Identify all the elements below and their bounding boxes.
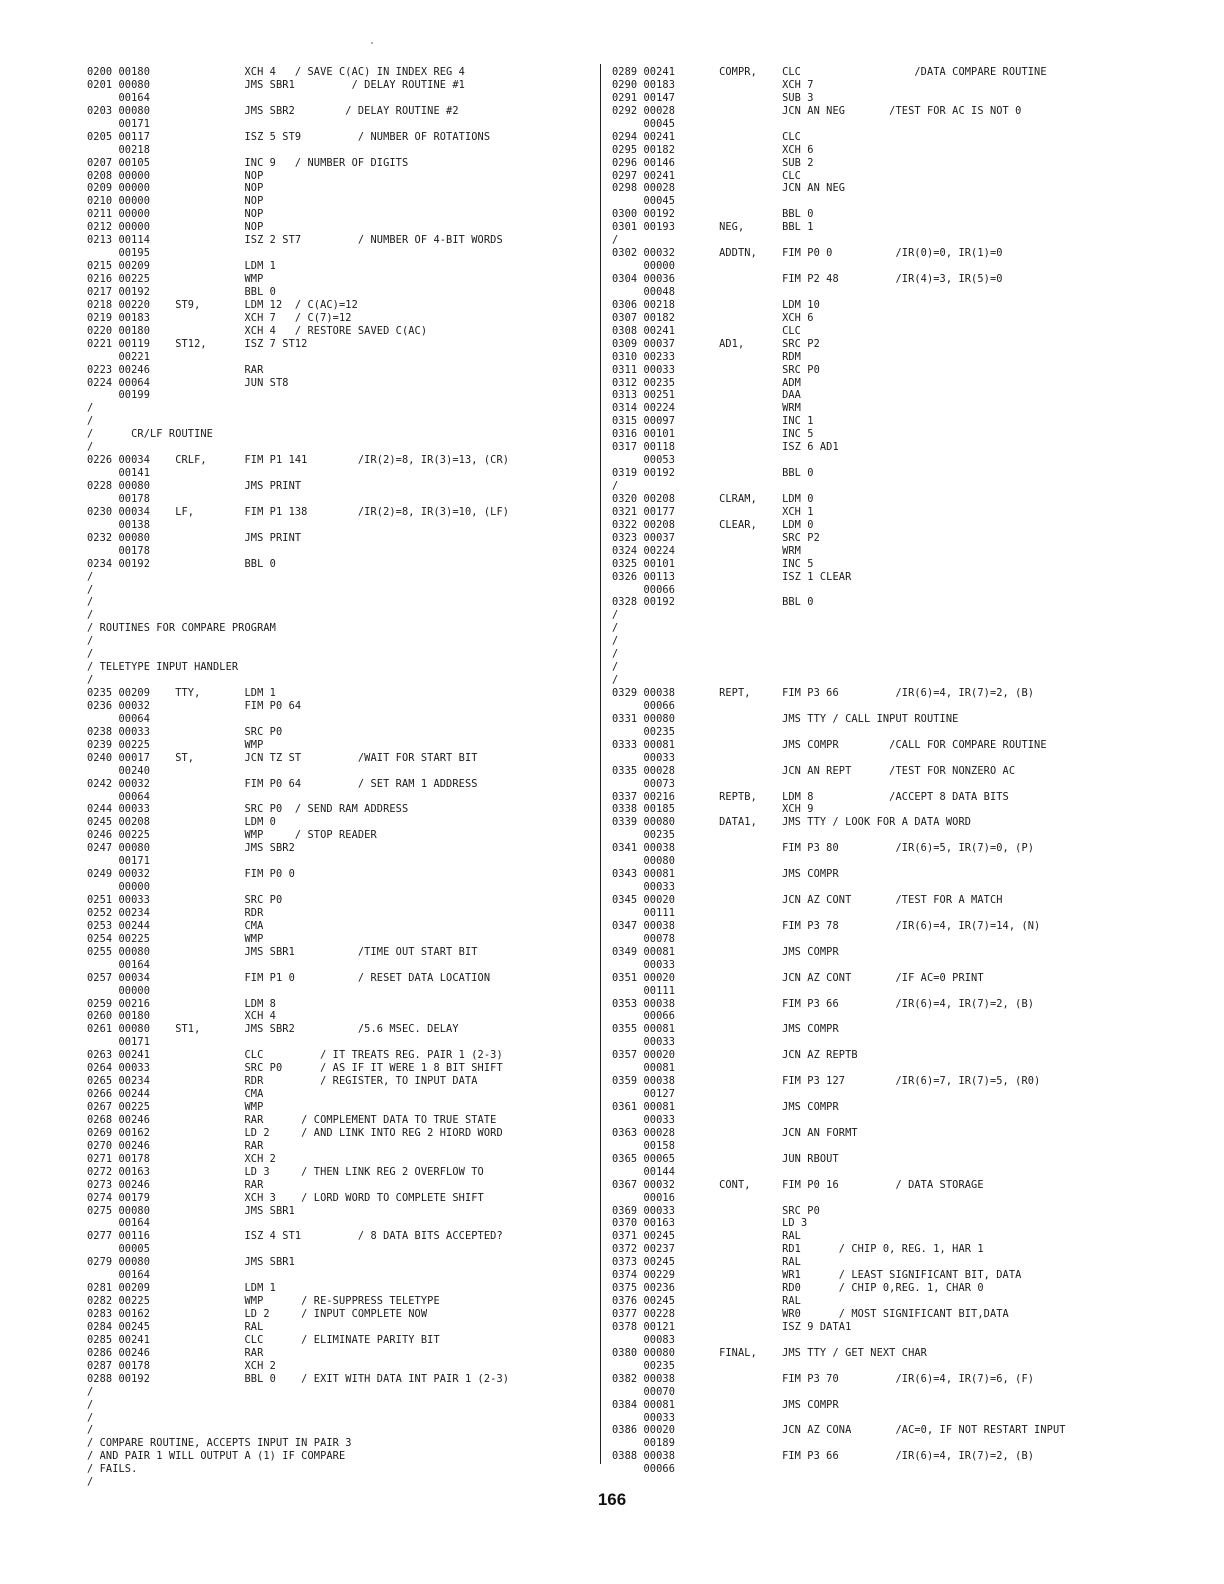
code-line: 0257 00034 FIM P1 0 / RESET DATA LOCATION: [87, 971, 491, 984]
code-line: 0333 00081 JMS COMPR /CALL FOR COMPARE ROUTINE: [612, 738, 1047, 751]
code-line: 00000: [87, 881, 150, 894]
code-line: 0321 00177 XCH 1: [612, 505, 814, 518]
code-line: 0265 00234 RDR / REGISTER, TO INPUT DATA: [87, 1075, 478, 1088]
code-line: 0200 00180 XCH 4 / SAVE C(AC) IN INDEX REG 4: [87, 66, 465, 78]
code-line: /: [87, 1398, 94, 1411]
code-line: 0240 00017 ST, JCN TZ ST /WAIT FOR START BIT: [87, 751, 478, 764]
code-line: 0292 00028 JCN AN NEG /TEST FOR AC IS NOT 0: [612, 104, 1022, 117]
code-line: / AND PAIR 1 WILL OUTPUT A (1) IF COMPARE: [87, 1450, 346, 1463]
left-code-listing: [87, 66, 592, 1489]
code-line: 0239 00225 WMP: [87, 738, 264, 751]
code-line: 00048: [612, 285, 675, 298]
code-line: 0259 00216 LDM 8: [87, 997, 276, 1010]
code-line: 0386 00020 JCN AZ CONA /AC=0, IF NOT RESTART INPUT: [612, 1424, 1066, 1437]
code-line: /: [612, 635, 619, 648]
code-line: /: [87, 1385, 94, 1398]
code-line: 00016: [612, 1191, 675, 1204]
code-line: 00073: [612, 777, 675, 790]
code-line: 00199: [87, 389, 150, 402]
code-line: / TELETYPE INPUT HANDLER: [87, 661, 239, 674]
code-line: 0380 00080 FINAL, JMS TTY / GET NEXT CHAR: [612, 1346, 927, 1359]
code-line: 0242 00032 FIM P0 64 / SET RAM 1 ADDRESS: [87, 777, 478, 790]
code-line: 0363 00028 JCN AN FORMT: [612, 1126, 858, 1139]
code-line: 0339 00080 DATA1, JMS TTY / LOOK FOR A DATA WORD: [612, 816, 972, 829]
code-line: 0234 00192 BBL 0: [87, 557, 276, 570]
code-line: 0328 00192 BBL 0: [612, 596, 814, 609]
code-line: 0219 00183 XCH 7 / C(7)=12: [87, 311, 352, 324]
code-line: /: [87, 415, 94, 428]
code-line: 0269 00162 LD 2 / AND LINK INTO REG 2 HIORD WORD: [87, 1126, 503, 1139]
code-line: 0224 00064 JUN ST8: [87, 376, 289, 389]
code-line: 00045: [612, 195, 675, 208]
code-line: 0252 00234 RDR: [87, 906, 264, 919]
code-line: 00000: [612, 260, 675, 273]
code-line: 0309 00037 AD1, SRC P2: [612, 337, 820, 350]
page-number: 166: [597, 1490, 627, 1509]
code-line: 00218: [87, 143, 150, 156]
code-line: 0223 00246 RAR: [87, 363, 264, 376]
right-code-listing: [612, 66, 1172, 1476]
code-line: 0249 00032 FIM P0 0: [87, 868, 295, 881]
code-line: 00111: [612, 906, 675, 919]
code-line: 00083: [612, 1333, 675, 1346]
code-line: 00000: [87, 984, 150, 997]
code-line: /: [87, 1411, 94, 1424]
code-line: 0377 00228 WR0 / MOST SIGNIFICANT BIT,DATA: [612, 1308, 1009, 1320]
code-line: 0322 00208 CLEAR, LDM 0: [612, 518, 814, 531]
code-line: 00053: [612, 454, 675, 467]
code-line: 0370 00163 LD 3: [612, 1217, 808, 1230]
code-line: 0335 00028 JCN AN REPT /TEST FOR NONZERO AC: [612, 764, 1016, 777]
code-line: 0205 00117 ISZ 5 ST9 / NUMBER OF ROTATIONS: [87, 130, 491, 143]
code-line: 0308 00241 CLC: [612, 324, 801, 337]
code-line: 00033: [612, 751, 675, 764]
code-line: /: [87, 402, 94, 415]
code-line: 0319 00192 BBL 0: [612, 467, 814, 480]
code-line: 00171: [87, 117, 150, 130]
code-line: 0288 00192 BBL 0 / EXIT WITH DATA INT PAIR 1 (2-3): [87, 1372, 510, 1385]
code-line: 0235 00209 TTY, LDM 1: [87, 687, 276, 699]
code-line: 0297 00241 CLC: [612, 169, 801, 182]
code-line: 00070: [612, 1385, 675, 1398]
code-line: 0314 00224 WRM: [612, 402, 801, 415]
code-line: 0310 00233 RDM: [612, 350, 801, 363]
code-line: 00240: [87, 764, 150, 777]
code-line: 00141: [87, 467, 150, 480]
code-line: 0221 00119 ST12, ISZ 7 ST12: [87, 337, 308, 350]
code-line: 0323 00037 SRC P2: [612, 531, 820, 544]
code-line: 0261 00080 ST1, JMS SBR2 /5.6 MSEC. DELAY: [87, 1023, 459, 1036]
code-line: 00064: [87, 712, 150, 725]
code-line: 00144: [612, 1165, 675, 1178]
code-line: /: [87, 570, 94, 583]
code-line: 0378 00121 ISZ 9 DATA1: [612, 1320, 852, 1333]
code-line: 0355 00081 JMS COMPR: [612, 1023, 839, 1036]
code-line: 00111: [612, 984, 675, 997]
code-line: 0207 00105 INC 9 / NUMBER OF DIGITS: [87, 156, 409, 169]
code-line: 0369 00033 SRC P0: [612, 1204, 820, 1217]
code-line: 0208 00000 NOP: [87, 169, 264, 182]
code-line: 00081: [612, 1062, 675, 1075]
code-line: / FAILS.: [87, 1463, 138, 1476]
code-line: 0209 00000 NOP: [87, 182, 264, 195]
code-line: 0289 00241 COMPR, CLC /DATA COMPARE ROUTINE: [612, 66, 1047, 78]
code-line: 0263 00241 CLC / IT TREATS REG. PAIR 1 (2-3): [87, 1049, 503, 1062]
code-line: /: [87, 441, 94, 454]
code-line: 0304 00036 FIM P2 48 /IR(4)=3, IR(5)=0: [612, 273, 1003, 285]
code-line: 0232 00080 JMS PRINT: [87, 531, 302, 544]
code-line: 0228 00080 JMS PRINT: [87, 480, 302, 492]
code-line: 0345 00020 JCN AZ CONT /TEST FOR A MATCH: [612, 894, 1003, 906]
code-line: 0290 00183 XCH 7: [612, 78, 814, 91]
code-line: 0201 00080 JMS SBR1 / DELAY ROUTINE #1: [87, 78, 465, 91]
code-line: 00164: [87, 1217, 150, 1230]
code-line: 00127: [612, 1088, 675, 1101]
code-line: 0245 00208 LDM 0: [87, 816, 276, 829]
code-line: 0341 00038 FIM P3 80 /IR(6)=5, IR(7)=0, (P): [612, 842, 1035, 855]
code-line: 0226 00034 CRLF, FIM P1 141 /IR(2)=8, IR(3)=13, (CR): [87, 454, 510, 467]
code-line: 0282 00225 WMP / RE-SUPPRESS TELETYPE: [87, 1295, 440, 1308]
code-line: 0371 00245 RAL: [612, 1230, 801, 1243]
code-line: 0365 00065 JUN RBOUT: [612, 1152, 839, 1165]
code-line: 0351 00020 JCN AZ CONT /IF AC=0 PRINT: [612, 971, 984, 984]
code-line: 0211 00000 NOP: [87, 208, 264, 221]
code-line: 0325 00101 INC 5: [612, 557, 814, 570]
code-line: 0384 00081 JMS COMPR: [612, 1398, 839, 1411]
code-line: 0212 00000 NOP: [87, 221, 264, 234]
code-line: 0286 00246 RAR: [87, 1346, 264, 1359]
scan-speck: [371, 42, 373, 44]
code-line: 0246 00225 WMP / STOP READER: [87, 829, 377, 842]
code-line: /: [87, 648, 94, 661]
code-line: /: [612, 234, 619, 247]
code-line: /: [87, 1476, 94, 1489]
code-line: 00178: [87, 544, 150, 557]
code-line: 0274 00179 XCH 3 / LORD WORD TO COMPLETE SHIFT: [87, 1191, 484, 1204]
code-line: 0300 00192 BBL 0: [612, 208, 814, 221]
code-line: 0279 00080 JMS SBR1: [87, 1256, 295, 1269]
code-line: 0375 00236 RD0 / CHIP 0,REG. 1, CHAR 0: [612, 1282, 984, 1295]
code-line: /: [612, 648, 619, 661]
code-line: 0266 00244 CMA: [87, 1088, 264, 1101]
code-line: 0347 00038 FIM P3 78 /IR(6)=4, IR(7)=14, (N): [612, 919, 1041, 932]
code-line: /: [612, 622, 619, 635]
code-line: 0374 00229 WR1 / LEAST SIGNIFICANT BIT, DATA: [612, 1269, 1022, 1282]
code-line: 00033: [612, 1411, 675, 1424]
code-line: 0367 00032 CONT, FIM P0 16 / DATA STORAGE: [612, 1178, 984, 1191]
code-line: 0253 00244 CMA: [87, 919, 264, 932]
code-line: 0361 00081 JMS COMPR: [612, 1101, 839, 1113]
code-line: 0218 00220 ST9, LDM 12 / C(AC)=12: [87, 298, 358, 311]
code-line: 00235: [612, 829, 675, 842]
code-line: 0277 00116 ISZ 4 ST1 / 8 DATA BITS ACCEPTED?: [87, 1230, 503, 1243]
code-line: 0373 00245 RAL: [612, 1256, 801, 1269]
code-line: 0329 00038 REPT, FIM P3 66 /IR(6)=4, IR(7)=2, (B): [612, 687, 1035, 699]
code-line: 0357 00020 JCN AZ REPTB: [612, 1049, 858, 1062]
code-line: 00066: [612, 1463, 675, 1476]
code-line: / CR/LF ROUTINE: [87, 428, 213, 441]
code-line: 0312 00235 ADM: [612, 376, 801, 389]
code-line: 0271 00178 XCH 2: [87, 1152, 276, 1165]
code-line: 0275 00080 JMS SBR1: [87, 1204, 295, 1217]
code-line: 0324 00224 WRM: [612, 544, 801, 557]
code-line: 00171: [87, 855, 150, 868]
code-line: 0376 00245 RAL: [612, 1295, 801, 1308]
code-line: 0270 00246 RAR: [87, 1139, 264, 1152]
code-line: 0284 00245 RAL: [87, 1320, 264, 1333]
code-line: 00195: [87, 247, 150, 260]
code-line: 00045: [612, 117, 675, 130]
code-line: 00138: [87, 518, 150, 531]
code-line: 0272 00163 LD 3 / THEN LINK REG 2 OVERFLOW TO: [87, 1165, 484, 1178]
code-line: 00066: [612, 699, 675, 712]
code-line: /: [612, 480, 619, 492]
code-line: 00066: [612, 1010, 675, 1023]
code-line: 00080: [612, 855, 675, 868]
code-line: 00235: [612, 1359, 675, 1372]
code-line: 0247 00080 JMS SBR2: [87, 842, 295, 855]
code-line: 0311 00033 SRC P0: [612, 363, 820, 376]
code-line: 0260 00180 XCH 4: [87, 1010, 276, 1023]
code-line: /: [87, 583, 94, 596]
code-line: 00171: [87, 1036, 150, 1049]
code-line: 0302 00032 ADDTN, FIM P0 0 /IR(0)=0, IR(1)=0: [612, 247, 1003, 260]
code-line: 0210 00000 NOP: [87, 195, 264, 208]
code-line: 0251 00033 SRC P0: [87, 894, 283, 906]
code-line: 0268 00246 RAR / COMPLEMENT DATA TO TRUE STATE: [87, 1113, 497, 1126]
code-line: 00158: [612, 1139, 675, 1152]
code-line: 00033: [612, 958, 675, 971]
code-line: 0294 00241 CLC: [612, 130, 801, 143]
code-line: /: [87, 635, 94, 648]
code-line: 0230 00034 LF, FIM P1 138 /IR(2)=8, IR(3)=10, (LF): [87, 505, 510, 518]
code-line: 0236 00032 FIM P0 64: [87, 699, 302, 712]
code-line: 0298 00028 JCN AN NEG: [612, 182, 846, 195]
code-line: 0326 00113 ISZ 1 CLEAR: [612, 570, 852, 583]
code-line: 0320 00208 CLRAM, LDM 0: [612, 492, 814, 505]
code-line: 0255 00080 JMS SBR1 /TIME OUT START BIT: [87, 945, 478, 958]
code-line: 0285 00241 CLC / ELIMINATE PARITY BIT: [87, 1333, 440, 1346]
code-line: 0337 00216 REPTB, LDM 8 /ACCEPT 8 DATA BITS: [612, 790, 1009, 803]
code-line: 0287 00178 XCH 2: [87, 1359, 276, 1372]
code-line: 00005: [87, 1243, 150, 1256]
code-line: 0313 00251 DAA: [612, 389, 801, 402]
code-line: / COMPARE ROUTINE, ACCEPTS INPUT IN PAIR 3: [87, 1437, 352, 1450]
code-line: 00221: [87, 350, 150, 363]
code-line: 00235: [612, 725, 675, 738]
code-line: 0296 00146 SUB 2: [612, 156, 814, 169]
code-line: 00164: [87, 958, 150, 971]
code-line: 0317 00118 ISZ 6 AD1: [612, 441, 839, 454]
code-line: 0315 00097 INC 1: [612, 415, 814, 428]
code-line: 0338 00185 XCH 9: [612, 803, 814, 816]
code-line: 0359 00038 FIM P3 127 /IR(6)=7, IR(7)=5, (R0): [612, 1075, 1041, 1088]
code-line: 0307 00182 XCH 6: [612, 311, 814, 324]
code-line: 0291 00147 SUB 3: [612, 91, 814, 104]
code-line: /: [87, 609, 94, 622]
code-line: 0273 00246 RAR: [87, 1178, 264, 1191]
code-line: 0331 00080 JMS TTY / CALL INPUT ROUTINE: [612, 712, 959, 725]
code-line: 00033: [612, 881, 675, 894]
code-line: 0254 00225 WMP: [87, 932, 264, 945]
column-divider: [600, 64, 601, 1464]
code-line: 0213 00114 ISZ 2 ST7 / NUMBER OF 4-BIT WORDS: [87, 234, 503, 247]
code-line: 0238 00033 SRC P0: [87, 725, 283, 738]
code-line: 0295 00182 XCH 6: [612, 143, 814, 156]
code-line: 00189: [612, 1437, 675, 1450]
code-line: 0267 00225 WMP: [87, 1101, 264, 1113]
code-line: 0264 00033 SRC P0 / AS IF IT WERE 1 8 BIT SHIFT: [87, 1062, 503, 1075]
code-line: 00164: [87, 91, 150, 104]
code-line: 00033: [612, 1036, 675, 1049]
code-line: 00033: [612, 1113, 675, 1126]
code-line: /: [87, 596, 94, 609]
code-line: 0244 00033 SRC P0 / SEND RAM ADDRESS: [87, 803, 409, 816]
code-line: 0283 00162 LD 2 / INPUT COMPLETE NOW: [87, 1308, 428, 1320]
code-line: /: [612, 609, 619, 622]
code-line: 00064: [87, 790, 150, 803]
code-line: /: [612, 661, 619, 674]
code-line: / ROUTINES FOR COMPARE PROGRAM: [87, 622, 276, 635]
code-line: 0301 00193 NEG, BBL 1: [612, 221, 814, 234]
code-line: 0388 00038 FIM P3 66 /IR(6)=4, IR(7)=2, (B): [612, 1450, 1035, 1463]
code-line: 0382 00038 FIM P3 70 /IR(6)=4, IR(7)=6, (F): [612, 1372, 1035, 1385]
code-line: /: [612, 674, 619, 687]
code-line: 0353 00038 FIM P3 66 /IR(6)=4, IR(7)=2, (B): [612, 997, 1035, 1010]
code-line: 0217 00192 BBL 0: [87, 285, 276, 298]
code-line: 0220 00180 XCH 4 / RESTORE SAVED C(AC): [87, 324, 428, 337]
code-line: 0203 00080 JMS SBR2 / DELAY ROUTINE #2: [87, 104, 459, 117]
code-line: 0215 00209 LDM 1: [87, 260, 276, 273]
code-line: 0216 00225 WMP: [87, 273, 264, 285]
code-line: /: [87, 674, 94, 687]
code-line: 0281 00209 LDM 1: [87, 1282, 276, 1295]
code-line: 0349 00081 JMS COMPR: [612, 945, 839, 958]
code-line: 0343 00081 JMS COMPR: [612, 868, 839, 881]
code-line: 00164: [87, 1269, 150, 1282]
code-line: 00178: [87, 492, 150, 505]
code-line: 0316 00101 INC 5: [612, 428, 814, 441]
code-line: 00066: [612, 583, 675, 596]
code-line: 0306 00218 LDM 10: [612, 298, 820, 311]
code-line: 00078: [612, 932, 675, 945]
code-line: /: [87, 1424, 94, 1437]
code-line: 0372 00237 RD1 / CHIP 0, REG. 1, HAR 1: [612, 1243, 984, 1256]
